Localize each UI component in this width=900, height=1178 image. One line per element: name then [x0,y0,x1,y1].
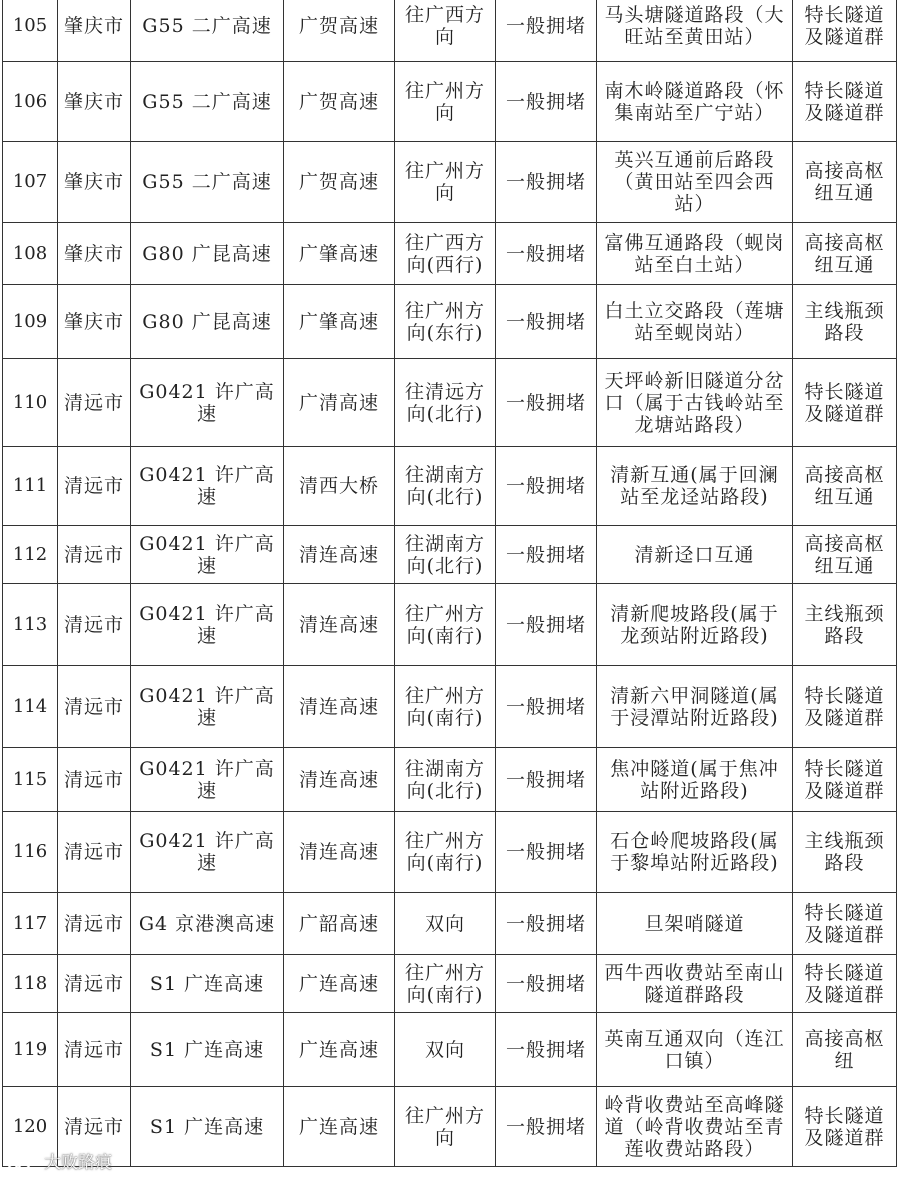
cell-route: G0421 许广高速 [131,526,284,584]
cell-index: 114 [3,666,58,748]
table-row [3,447,897,526]
cell-location: 南木岭隧道路段（怀集南站至广宁站） [597,62,793,142]
cell-road-section: 广韶高速 [284,893,395,955]
cell-location: 清新互通(属于回澜站至龙迳站路段) [597,447,793,526]
cell-direction: 往广州方向 [395,142,496,223]
table-row [3,955,897,1013]
table-row [3,526,897,584]
cell-city: 清远市 [58,955,131,1013]
cell-route: G80 广昆高速 [131,223,284,285]
traffic-congestion-table [2,0,897,1167]
cell-index: 113 [3,584,58,666]
cell-congestion-level: 一般拥堵 [496,1087,597,1167]
cell-direction: 往广州方向 [395,62,496,142]
table-row [3,1013,897,1087]
cell-city: 肇庆市 [58,0,131,62]
cell-route: G55 二广高速 [131,142,284,223]
cell-category: 主线瓶颈路段 [793,584,897,666]
cell-index: 116 [3,812,58,893]
cell-congestion-level: 一般拥堵 [496,0,597,62]
cell-index: 117 [3,893,58,955]
cell-category: 特长隧道及隧道群 [793,955,897,1013]
cell-index: 108 [3,223,58,285]
cell-category: 高接高枢纽 [793,1013,897,1087]
cell-index: 118 [3,955,58,1013]
table-row [3,359,897,447]
cell-road-section: 广贺高速 [284,0,395,62]
cell-city: 肇庆市 [58,285,131,359]
cell-index: 110 [3,359,58,447]
cell-road-section: 广贺高速 [284,62,395,142]
cell-route: G80 广昆高速 [131,285,284,359]
cell-congestion-level: 一般拥堵 [496,584,597,666]
cell-category: 高接高枢纽互通 [793,223,897,285]
cell-road-section: 广贺高速 [284,142,395,223]
cell-direction: 往湖南方向(北行) [395,447,496,526]
cell-city: 肇庆市 [58,142,131,223]
cell-category: 主线瓶颈路段 [793,812,897,893]
table-row [3,1087,897,1167]
cell-route: S1 广连高速 [131,1013,284,1087]
cell-route: G55 二广高速 [131,62,284,142]
table-row [3,666,897,748]
cell-city: 肇庆市 [58,223,131,285]
cell-city: 清远市 [58,1013,131,1087]
cell-city: 清远市 [58,584,131,666]
cell-city: 清远市 [58,812,131,893]
cell-location: 西牛西收费站至南山隧道群路段 [597,955,793,1013]
cell-route: G0421 许广高速 [131,748,284,812]
cell-location: 英南互通双向（连江口镇） [597,1013,793,1087]
table-row [3,142,897,223]
cell-congestion-level: 一般拥堵 [496,359,597,447]
cell-location: 岭背收费站至高峰隧道（岭背收费站至青莲收费站路段） [597,1087,793,1167]
cell-location: 天坪岭新旧隧道分岔口（属于古钱岭站至龙塘站路段） [597,359,793,447]
cell-congestion-level: 一般拥堵 [496,748,597,812]
cell-route: G0421 许广高速 [131,666,284,748]
cell-city: 清远市 [58,748,131,812]
cell-road-section: 清连高速 [284,584,395,666]
cell-category: 特长隧道及隧道群 [793,1087,897,1167]
cell-direction: 往广州方向(南行) [395,812,496,893]
cell-category: 特长隧道及隧道群 [793,666,897,748]
cell-index: 109 [3,285,58,359]
cell-congestion-level: 一般拥堵 [496,666,597,748]
cell-road-section: 广连高速 [284,1013,395,1087]
cell-congestion-level: 一般拥堵 [496,285,597,359]
table-row [3,584,897,666]
cell-location: 焦冲隧道(属于焦冲站附近路段) [597,748,793,812]
cell-direction: 往广州方向(南行) [395,955,496,1013]
cell-road-section: 清连高速 [284,812,395,893]
cell-category: 高接高枢纽互通 [793,526,897,584]
cell-location: 富佛互通路段（蚬岗站至白土站） [597,223,793,285]
cell-route: G55 二广高速 [131,0,284,62]
cell-city: 清远市 [58,526,131,584]
table-row [3,62,897,142]
cell-location: 马头塘隧道路段（大旺站至黄田站） [597,0,793,62]
cell-road-section: 清连高速 [284,666,395,748]
cell-road-section: 广肇高速 [284,223,395,285]
table-row [3,223,897,285]
cell-location: 石仓岭爬坡路段(属于黎埠站附近路段) [597,812,793,893]
cell-city: 清远市 [58,893,131,955]
cell-road-section: 广连高速 [284,955,395,1013]
cell-congestion-level: 一般拥堵 [496,62,597,142]
cell-direction: 双向 [395,893,496,955]
cell-direction: 往清远方向(北行) [395,359,496,447]
cell-road-section: 广肇高速 [284,285,395,359]
cell-index: 115 [3,748,58,812]
cell-location: 清新六甲洞隧道(属于浸潭站附近路段) [597,666,793,748]
cell-congestion-level: 一般拥堵 [496,223,597,285]
cell-category: 特长隧道及隧道群 [793,0,897,62]
weibo-logo-icon [6,1151,40,1171]
cell-route: G0421 许广高速 [131,584,284,666]
cell-route: G0421 许广高速 [131,359,284,447]
cell-index: 106 [3,62,58,142]
cell-category: 高接高枢纽互通 [793,142,897,223]
cell-route: S1 广连高速 [131,1087,284,1167]
cell-route: G0421 许广高速 [131,812,284,893]
cell-direction: 往湖南方向(北行) [395,526,496,584]
cell-index: 111 [3,447,58,526]
cell-road-section: 清连高速 [284,748,395,812]
cell-congestion-level: 一般拥堵 [496,142,597,223]
cell-direction: 往广州方向(南行) [395,666,496,748]
cell-congestion-level: 一般拥堵 [496,893,597,955]
table-row [3,0,897,62]
cell-congestion-level: 一般拥堵 [496,1013,597,1087]
cell-city: 肇庆市 [58,62,131,142]
cell-index: 120 [3,1087,58,1167]
cell-direction: 双向 [395,1013,496,1087]
cell-category: 特长隧道及隧道群 [793,748,897,812]
cell-index: 119 [3,1013,58,1087]
cell-congestion-level: 一般拥堵 [496,447,597,526]
cell-direction: 往湖南方向(北行) [395,748,496,812]
cell-index: 105 [3,0,58,62]
cell-road-section: 清西大桥 [284,447,395,526]
cell-index: 107 [3,142,58,223]
watermark [6,1148,112,1173]
table-row [3,893,897,955]
cell-route: S1 广连高速 [131,955,284,1013]
cell-category: 特长隧道及隧道群 [793,359,897,447]
cell-category: 特长隧道及隧道群 [793,893,897,955]
table-row [3,812,897,893]
cell-category: 主线瓶颈路段 [793,285,897,359]
cell-direction: 往广州方向(南行) [395,584,496,666]
cell-route: G4 京港澳高速 [131,893,284,955]
cell-route: G0421 许广高速 [131,447,284,526]
cell-congestion-level: 一般拥堵 [496,526,597,584]
cell-location: 白土立交路段（莲塘站至蚬岗站） [597,285,793,359]
table-row [3,285,897,359]
cell-index: 112 [3,526,58,584]
cell-category: 高接高枢纽互通 [793,447,897,526]
cell-road-section: 广连高速 [284,1087,395,1167]
cell-category: 特长隧道及隧道群 [793,62,897,142]
table-row [3,748,897,812]
cell-road-section: 清连高速 [284,526,395,584]
cell-location: 英兴互通前后路段（黄田站至四会西站） [597,142,793,223]
cell-city: 清远市 [58,359,131,447]
cell-location: 清新爬坡路段(属于龙颈站附近路段) [597,584,793,666]
cell-location: 旦架哨隧道 [597,893,793,955]
watermark-text: 大败路痕 [44,1153,112,1173]
cell-direction: 往广州方向 [395,1087,496,1167]
cell-city: 清远市 [58,447,131,526]
table-body [3,0,897,1167]
cell-congestion-level: 一般拥堵 [496,812,597,893]
cell-road-section: 广清高速 [284,359,395,447]
cell-city: 清远市 [58,666,131,748]
cell-direction: 往广西方向 [395,0,496,62]
cell-direction: 往广西方向(西行) [395,223,496,285]
cell-direction: 往广州方向(东行) [395,285,496,359]
cell-congestion-level: 一般拥堵 [496,955,597,1013]
cell-location: 清新迳口互通 [597,526,793,584]
cell-city: 清远市 [58,1087,131,1167]
